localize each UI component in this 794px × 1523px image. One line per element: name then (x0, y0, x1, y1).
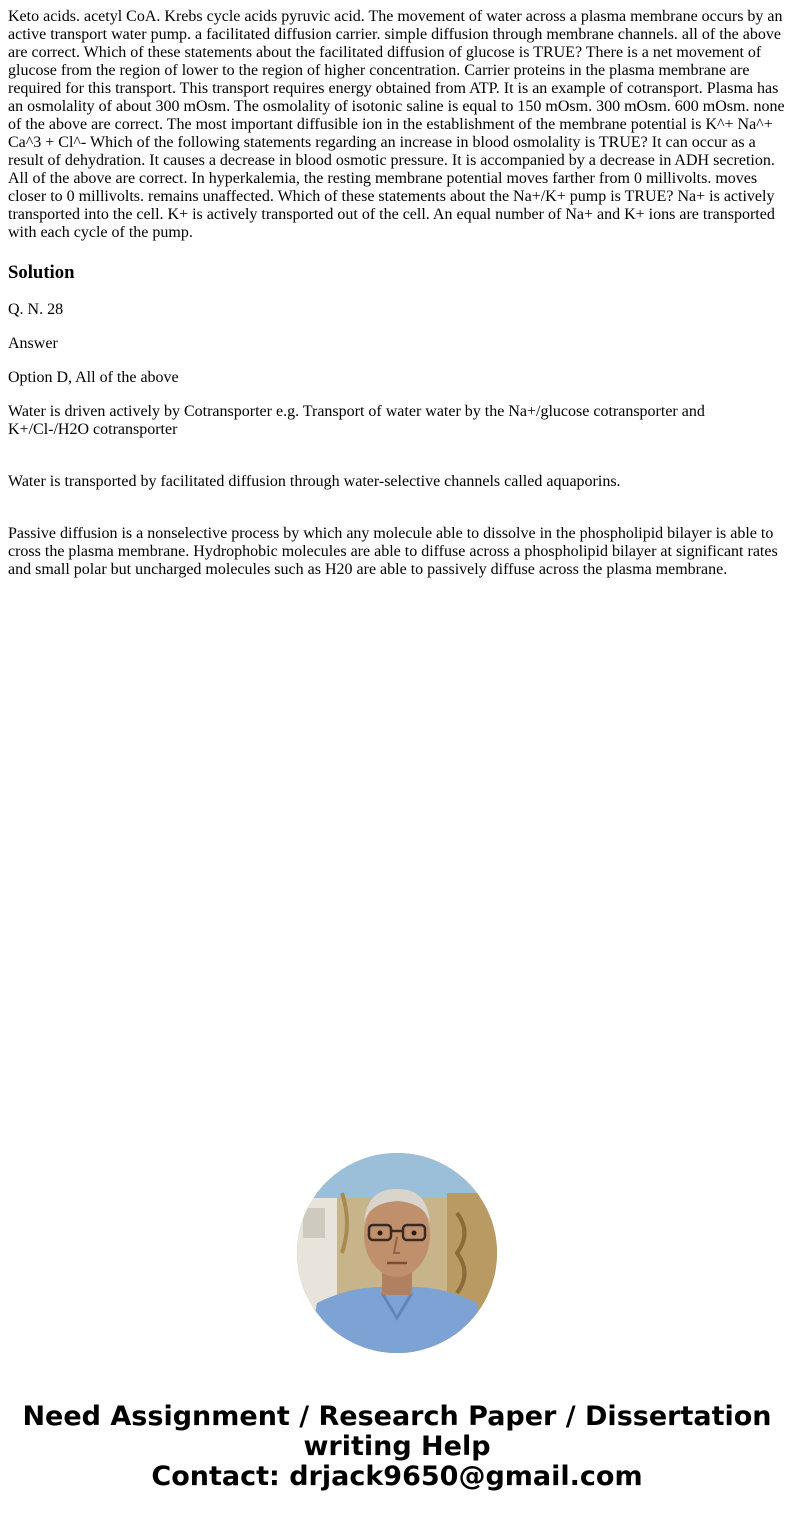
question-number: Q. N. 28 (8, 301, 64, 318)
solution-paragraph-1: Water is driven actively by Cotransporter e.g. Transport of water water by the Na+/glucose cotransporter and K+/Cl-/H2O cotransporter (8, 403, 705, 438)
author-avatar (297, 1153, 497, 1353)
solution-paragraph-3: Passive diffusion is a nonselective process by which any molecule able to dissolve in the phospholipid bilayer is able to cross the plasma membrane. Hydrophobic molecules are able to diffuse across a phospholipid bilayer at significant rates and small polar but uncharged molecules such as H20 are able to passively diffuse across the plasma membrane. (8, 525, 778, 578)
footer-contact: Contact: drjack9650@gmail.com (151, 1461, 643, 1492)
footer-line-1: Need Assignment / Research Paper / Dissertation (22, 1401, 772, 1432)
solution-paragraph-2: Water is transported by facilitated diffusion through water-selective channels called aquaporins. (8, 473, 621, 490)
author-portrait-image (297, 1153, 497, 1353)
answer-label: Answer (8, 335, 58, 352)
solution-heading: Solution (8, 262, 75, 283)
answer-option: Option D, All of the above (8, 369, 179, 386)
question-text: Keto acids. acetyl CoA. Krebs cycle acids pyruvic acid. The movement of water across a plasma membrane occurs by an active transport water pump. a facilitated diffusion carrier. simple diffusion through membrane channels. all of the above are correct. Which of these statements about the facilitated diffusion of glucose is TRUE? There is a net movement of glucose from the region of lower to the region of higher concentration. Carrier proteins in the plasma membrane are required for this transport. This transport requires energy obtained from ATP. It is an example of cotransport. Plasma has an osmolality of about 300 mOsm. The osmolality of isotonic saline is equal to 150 mOsm. 300 mOsm. 600 mOsm. none of the above are correct. The most important diffusible ion in the establishment of the membrane potential is K^+ Na^+ Ca^3 + Cl^- Which of the following statements regarding an increase in blood osmolality is TRUE? It can occur as a result of dehydration. It causes a decrease in blood osmotic pressure. It is accompanied by a decrease in ADH secretion. All of the above are correct. In hyperkalemia, the resting membrane potential moves farther from 0 millivolts. moves closer to 0 millivolts. remains unaffected. Which of these statements about the Na+/K+ pump is TRUE? Na+ is actively transported into the cell. K+ is actively transported out of the cell. An equal number of Na+ and K+ ions are transported with each cycle of the pump. (8, 8, 785, 241)
document-body (8, 8, 786, 579)
footer-banner (0, 1402, 794, 1492)
footer-line-2: writing Help (303, 1431, 491, 1462)
